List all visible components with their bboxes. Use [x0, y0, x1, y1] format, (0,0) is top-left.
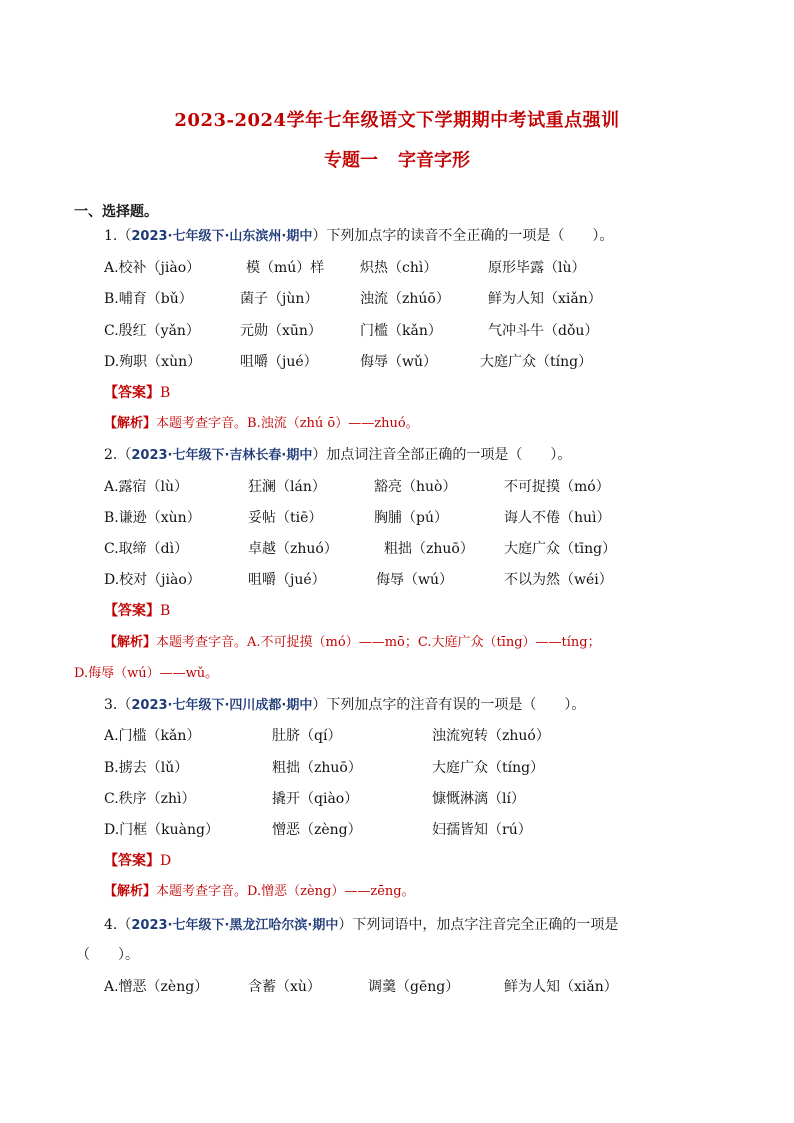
option-item: A.露宿（lù）: [104, 479, 189, 495]
option-item: 卓越（zhuó）: [248, 541, 338, 557]
option-item: 门槛（kǎn）: [360, 323, 442, 339]
option-item: 咀嚼（jué）: [240, 354, 318, 370]
answer-line: [104, 602, 170, 620]
option-item: 诲人不倦（huì）: [504, 510, 611, 526]
option-item: 含蓄（xù）: [248, 979, 321, 995]
option-item: 侮辱（wú）: [376, 572, 453, 588]
option-item: B.谦逊（xùn）: [104, 510, 201, 526]
option-item: 模（mú）样: [246, 260, 325, 276]
option-item: 原形毕露（lù）: [488, 260, 586, 276]
question-stem-continuation: （ ）。: [76, 947, 139, 963]
question-3: [104, 696, 585, 715]
question-source: 2023·七年级下·黑龙江哈尔滨·期中: [131, 918, 339, 933]
option-item: 狂澜（lán）: [248, 479, 326, 495]
option-item: 浊流宛转（zhuó）: [432, 728, 550, 744]
question-stem: ）下列加点字的注音有误的一项是（ ）。: [312, 697, 586, 713]
section-heading: 一、选择题。: [74, 204, 158, 220]
option-item: D.门框（kuàng）: [104, 822, 220, 838]
option-item: 豁亮（huò）: [374, 479, 457, 495]
analysis-text: D.侮辱（wú）——wǔ。: [74, 666, 219, 681]
option-item: 不可捉摸（mó）: [504, 479, 610, 495]
subtitle-name: 字音字形: [398, 150, 470, 171]
option-item: 撬开（qiào）: [272, 791, 359, 807]
option-item: 元勋（xūn）: [240, 323, 322, 339]
analysis-text: 本题考查字音。A.不可捉摸（mó）——mō；C.大庭广众（tīng）——tíng；: [156, 635, 601, 650]
option-item: 肚脐（qí）: [272, 728, 342, 744]
question-2: [104, 446, 571, 465]
option-item: 粗拙（zhuō）: [272, 760, 362, 776]
option-item: A.憎恶（zèng）: [104, 979, 209, 995]
option-item: C.殷红（yǎn）: [104, 323, 200, 339]
option-item: A.校补（jiào）: [104, 260, 201, 276]
question-1: [104, 227, 613, 246]
answer-value: B: [160, 603, 171, 619]
option-item: D.殉职（xùn）: [104, 354, 202, 370]
option-item: 侮辱（wǔ）: [360, 354, 437, 370]
option-item: 大庭广众（tīng）: [504, 541, 617, 557]
option-item: 菌子（jùn）: [240, 291, 319, 307]
question-stem: ）加点词注音全部正确的一项是（ ）。: [312, 447, 572, 463]
option-item: 咀嚼（jué）: [248, 572, 326, 588]
question-number: 1.（: [104, 228, 132, 244]
option-item: C.取缔（dì）: [104, 541, 189, 557]
answer-value: B: [160, 385, 171, 401]
option-item: 粗拙（zhuō）: [384, 541, 474, 557]
question-source: 2023·七年级下·山东滨州·期中: [131, 229, 313, 244]
option-item: 浊流（zhúō）: [360, 291, 450, 307]
answer-label: 【答案】: [104, 385, 160, 401]
option-item: 慷慨淋漓（lí）: [432, 791, 525, 807]
analysis-text: 本题考查字音。B.浊流（zhú ō）——zhuó。: [156, 416, 419, 431]
analysis-line: [104, 883, 415, 901]
question-number: 2.（: [104, 447, 132, 463]
option-item: B.哺育（bǔ）: [104, 291, 193, 307]
answer-line: [104, 384, 170, 402]
analysis-line: [104, 634, 601, 652]
option-item: C.秩序（zhì）: [104, 791, 196, 807]
answer-value: D: [160, 853, 172, 869]
question-stem: ）下列加点字的读音不全正确的一项是（ ）。: [312, 228, 614, 244]
page-title: 2023-2024学年七年级语文下学期期中考试重点强训: [174, 110, 620, 131]
option-item: 妥帖（tiē）: [248, 510, 323, 526]
option-item: 妇孺皆知（rú）: [432, 822, 532, 838]
option-item: 气冲斗牛（dǒu）: [488, 323, 599, 339]
option-item: 憎恶（zèng）: [272, 822, 362, 838]
analysis-label: 【解析】: [104, 884, 157, 899]
option-item: 胸脯（pú）: [374, 510, 448, 526]
analysis-line: [104, 415, 419, 433]
answer-line: [104, 852, 171, 870]
analysis-label: 【解析】: [104, 635, 157, 650]
analysis-continuation: [74, 665, 218, 683]
option-item: 大庭广众（tíng）: [432, 760, 545, 776]
question-number: 4.（: [104, 917, 132, 933]
option-item: 鲜为人知（xiǎn）: [504, 979, 618, 995]
option-item: 不以为然（wéi）: [504, 572, 613, 588]
option-item: B.掳去（lǔ）: [104, 760, 189, 776]
analysis-label: 【解析】: [104, 416, 157, 431]
question-source: 2023·七年级下·四川成都·期中: [131, 698, 313, 713]
question-4: [104, 916, 618, 935]
analysis-text: 本题考查字音。D.憎恶（zèng）——zēng。: [156, 884, 415, 899]
option-item: 大庭广众（tíng）: [480, 354, 593, 370]
option-item: 鲜为人知（xiǎn）: [488, 291, 602, 307]
subtitle-topic: 专题一: [324, 150, 378, 171]
option-item: 调羹（gēng）: [368, 979, 460, 995]
answer-label: 【答案】: [104, 853, 160, 869]
question-number: 3.（: [104, 697, 132, 713]
page-subtitle: [0, 146, 794, 172]
option-item: D.校对（jiào）: [104, 572, 201, 588]
option-item: A.门槛（kǎn）: [104, 728, 201, 744]
option-item: 炽热（chì）: [360, 260, 438, 276]
question-source: 2023·七年级下·吉林长春·期中: [131, 448, 313, 463]
question-stem: ）下列词语中，加点字注音完全正确的一项是: [338, 917, 619, 933]
answer-label: 【答案】: [104, 603, 160, 619]
